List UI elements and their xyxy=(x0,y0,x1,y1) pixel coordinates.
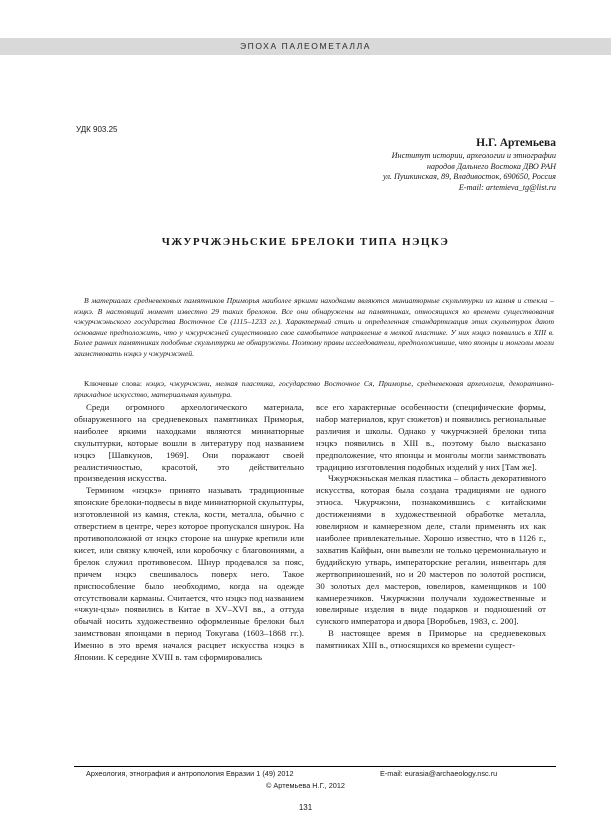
body-paragraph: Среди огромного археологического материала, обнаруженного на средневековых памятниках Приморья, наиболее яркими находками являются миниатюрные скульптурки, которые вошли в литературу под названием нэцкэ [Шавкунов, 1969]. Они поражают своей реалистичностью, красотой, это действительно произведения искусства. xyxy=(74,402,304,484)
affiliation-line: Институт истории, археологии и этнографии xyxy=(391,151,556,160)
keywords-label: Ключевые слова: xyxy=(84,379,143,388)
body-left-column xyxy=(74,402,304,664)
copyright: © Артемьева Н.Г., 2012 xyxy=(266,781,345,790)
body-right-column xyxy=(316,402,546,652)
footer-journal-line xyxy=(86,769,556,778)
affiliation-address: ул. Пушкинская, 89, Владивосток, 690650, Россия xyxy=(382,172,556,182)
section-header: ЭПОХА ПАЛЕОМЕТАЛЛА xyxy=(0,38,611,55)
keywords xyxy=(74,379,554,400)
footer-divider xyxy=(74,766,556,767)
author-name: Н.Г. Артемьева xyxy=(476,137,556,149)
journal-email[interactable]: E-mail: eurasia@archaeology.nsc.ru xyxy=(380,769,498,778)
body-paragraph: Термином «нэцкэ» принято называть традиционные японские брелоки-подвесы в виде миниатюрной скульптуры, изготовленной из камня, стекла, кости, металла, обычно с отверстием в центре, через которое пропускался шнурок. На противоположной от нэцкэ стороне на шнурке крепили или кисет, или связку ключей, или коробочку с благовониями, а брелок служил противовесом. Шнур продевался за пояс, причем нэцкэ свешивалось поверх него. Такое приспособление было необходимо, когда на одежде отсутствовали карманы. Считается, что нэцкэ под названием «чжун-цзы» появились в Китае в XV–XVI вв., а оттуда обычай носить художественно оформленные брелоки был заимствован японцами в период Токугава (1603–1868 гг.). Именно в это время начался расцвет искусства нэцкэ в Японии. К середине XVIII в. там сформировались xyxy=(74,485,304,663)
body-paragraph: все его характерные особенности (специфические формы, набор материалов, круг сюжетов) и появились региональные различия и школы. Однако у чжурчжэней брелоки типа нэцкэ появились в XIII в., поэтому было высказано предположение, что японцы и монголы могли заимствовать традицию изготовления подобных изделий у них [Там же]. xyxy=(316,402,546,472)
affiliation-line: народов Дальнего Востока ДВО РАН xyxy=(426,161,556,171)
author-block xyxy=(256,137,556,193)
author-email[interactable]: E-mail: artemieva_tg@list.ru xyxy=(458,182,556,192)
abstract-text: В материалах средневековых памятников Приморья наиболее яркими находками являются миниатюрные скульптурки из камня и стекла – нэцкэ. В настоящий момент известно 29 таких брелоков. Все они обнаружены на памятниках, относящихся ко времени существования чжурчжэньского государства Восточное Ся (1115–1233 гг.). Характерный стиль и определенная стандартизация этих скульптурок дают основание предположить, что у чжурчжэней существовало свое самобытное направление в мелкой пластике. У них нэцкэ появились в XIII в. Более ранних памятниках подобные скульптурки не обнаружены. Поэтому правы исследователи, предположившие, что японцы и монголы могли заимствовать нэцкэ у чжурчжэней. xyxy=(74,296,554,358)
body-paragraph: В настоящее время в Приморье на средневековых памятниках XIII в., относящихся ко времени сущест- xyxy=(316,628,546,651)
page-number: 131 xyxy=(298,803,313,812)
udk-code: УДК 903.25 xyxy=(76,125,118,134)
journal-citation: Археология, этнография и антропология Евразии 1 (49) 2012 xyxy=(86,769,294,778)
abstract xyxy=(74,296,554,360)
article-title: ЧЖУРЧЖЭНЬСКИЕ БРЕЛОКИ ТИПА НЭЦКЭ xyxy=(161,236,450,248)
keywords-text: нэцкэ, чжурчжэни, мелкая пластика, государство Восточное Ся, Приморье, средневековая археология, декоративно-прикладное искусство, материальная культура. xyxy=(74,379,554,399)
body-paragraph: Чжурчжэньская мелкая пластика – область декоративного искусства, которая была создана традициями не одного этноса. Чжурчжэни, познакомившись с китайскими достижениями в художественной обработке металла, ювелирном и камнерезном деле, стали применять их как наиболее привлекательные. Хорошо известно, что в 1126 г., захватив Кайфын, они вывезли не только церемониальную и буддийскую утварь, императорские регалии, инвентарь для жертвоприношений, но и 20 мастеров по золотой росписи, 30 золотых дел мастеров, ювелиров, каменщиков и 100 камнерезчиков. Чжурчжэни получали художественные и ювелирные изделия в виде подарков и подношений от сунского императора и двора [Воробьев, 1983, с. 200]. xyxy=(316,473,546,627)
